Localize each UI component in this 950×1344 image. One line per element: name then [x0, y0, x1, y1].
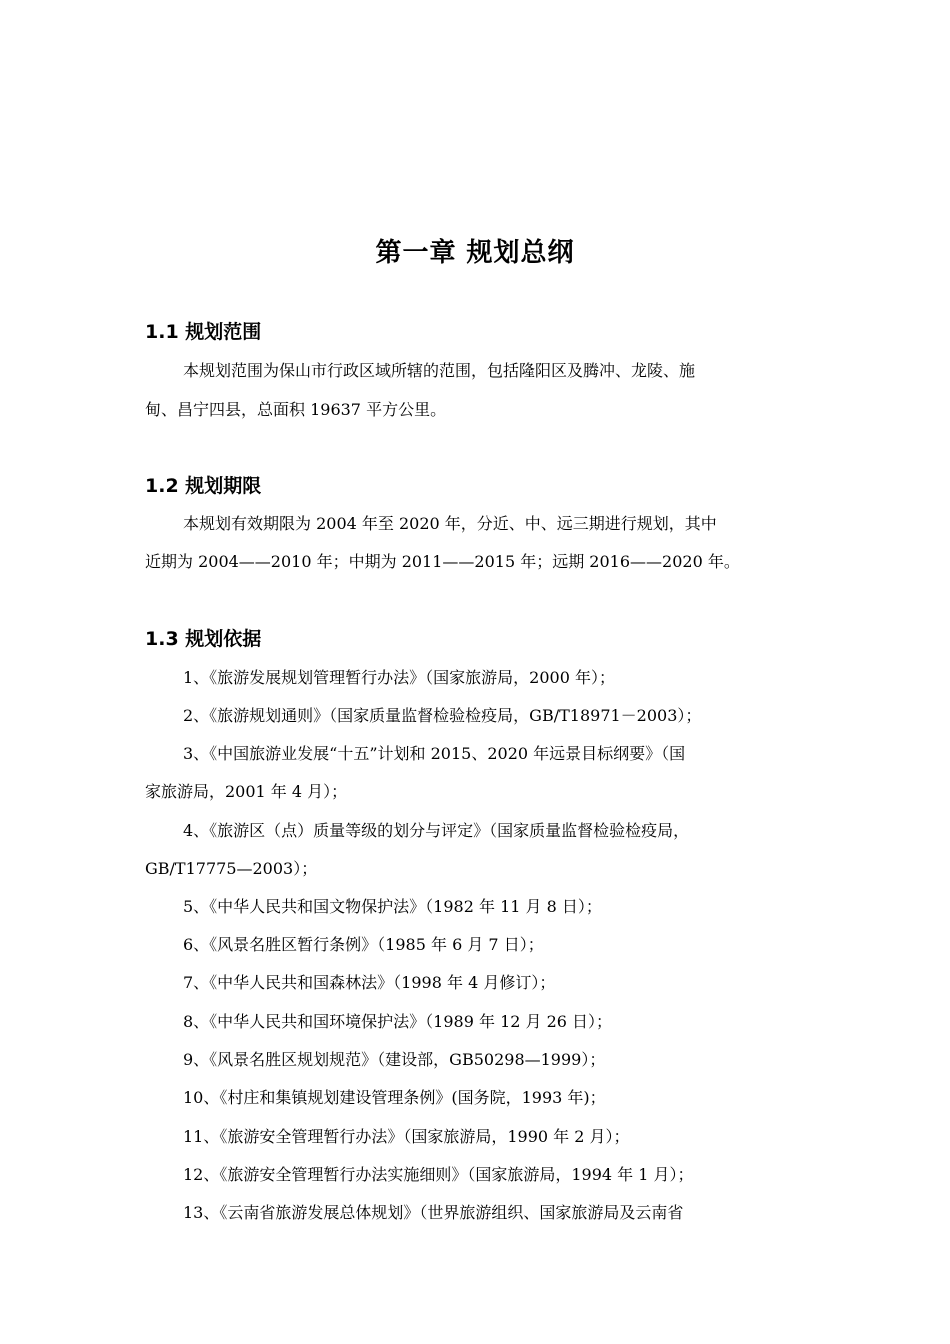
section-heading-1-1: 1.1 规划范围 [145, 321, 262, 343]
section-heading-1-3: 1.3 规划依据 [145, 628, 262, 650]
list-item: 8、《中华人民共和国环境保护法》（1989 年 12 月 26 日）； [183, 1012, 613, 1031]
section-heading-1-2: 1.2 规划期限 [145, 475, 262, 497]
list-item: 7、《中华人民共和国森林法》（1998 年 4 月修订）； [183, 973, 556, 992]
paragraph-line: 近期为 2004——2010 年；中期为 2011——2015 年；远期 2016——2020 年。 [145, 552, 740, 571]
list-item: 12、《旅游安全管理暂行办法实施细则》（国家旅游局，1994 年 1 月）； [183, 1165, 694, 1184]
list-item-continuation: 家旅游局，2001 年 4 月）； [145, 782, 348, 801]
list-item: 6、《风景名胜区暂行条例》（1985 年 6 月 7 日）； [183, 935, 544, 954]
paragraph-line: 甸、昌宁四县，总面积 19637 平方公里。 [145, 400, 447, 419]
paragraph-line: 本规划有效期限为 2004 年至 2020 年，分近、中、远三期进行规划，其中 [183, 514, 717, 533]
list-item: 4、《旅游区（点）质量等级的划分与评定》（国家质量监督检验检疫局， [183, 821, 690, 840]
list-item: 1、《旅游发展规划管理暂行办法》（国家旅游局，2000 年）； [183, 668, 615, 687]
list-item: 10、《村庄和集镇规划建设管理条例》(国务院，1993 年)； [183, 1088, 606, 1107]
list-item: 3、《中国旅游业发展“十五”计划和 2015、2020 年远景目标纲要》（国 [183, 744, 686, 763]
chapter-title: 第一章 规划总纲 [375, 238, 575, 268]
list-item: 5、《中华人民共和国文物保护法》（1982 年 11 月 8 日）； [183, 897, 602, 916]
list-item-continuation: GB/T17775—2003）； [145, 859, 318, 878]
list-item: 9、《风景名胜区规划规范》（建设部，GB50298—1999）； [183, 1050, 606, 1069]
paragraph-line: 本规划范围为保山市行政区域所辖的范围，包括隆阳区及腾冲、龙陵、施 [183, 361, 696, 380]
list-item: 2、《旅游规划通则》（国家质量监督检验检疫局，GB/T18971－2003）； [183, 706, 702, 725]
list-item: 11、《旅游安全管理暂行办法》（国家旅游局，1990 年 2 月）； [183, 1127, 630, 1146]
list-item: 13、《云南省旅游发展总体规划》（世界旅游组织、国家旅游局及云南省 [183, 1203, 684, 1222]
